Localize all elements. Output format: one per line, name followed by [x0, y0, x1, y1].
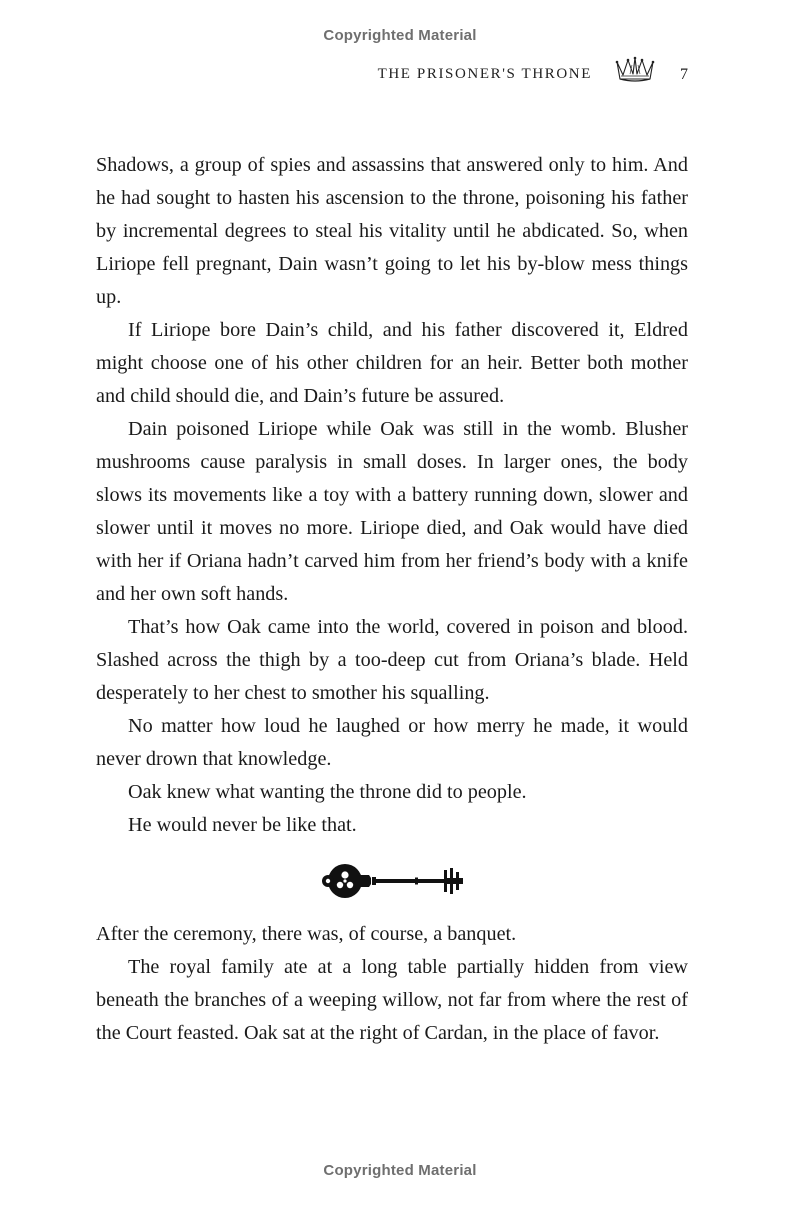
copyright-watermark-top: Copyrighted Material [323, 27, 477, 44]
paragraph: No matter how loud he laughed or how merry he made, it would never drown that knowledge. [96, 715, 688, 770]
running-title: THE PRISONER'S THRONE [377, 66, 592, 82]
crown-icon [614, 56, 656, 84]
paragraph: If Liriope bore Dain’s child, and his father discovered it, Eldred might choose one of his other children for an heir. Better both mother and child should die, and Dain’s future be assured. [96, 319, 688, 407]
copyright-watermark-bottom: Copyrighted Material [323, 1162, 477, 1179]
paragraph: The royal family ate at a long table partially hidden from view beneath the branches of a weeping willow, not far from where the rest of the Court feasted. Oak sat at the right of Cardan, in the place of favor. [96, 956, 688, 1044]
paragraph: That’s how Oak came into the world, covered in poison and blood. Slashed across the thigh by a too-deep cut from Oriana’s blade. Held desperately to her chest to smother his squalling. [96, 616, 688, 704]
paragraph: After the ceremony, there was, of course, a banquet. [96, 923, 517, 945]
paragraph: He would never be like that. [128, 814, 357, 836]
page-number: 7 [680, 66, 688, 83]
running-header [0, 62, 688, 92]
paragraph: Oak knew what wanting the throne did to people. [128, 781, 527, 803]
paragraph: Dain poisoned Liriope while Oak was still in the womb. Blusher mushrooms cause paralysis in small doses. In larger ones, the body slows its movements like a toy with a battery running down, slower and slower until it moves no more. Liriope died, and Oak would have died with her if Oriana hadn’t carved him from her friend’s body with a knife and her own soft hands. [96, 418, 688, 605]
body-text [96, 149, 688, 1050]
key-icon [319, 856, 465, 908]
paragraph: Shadows, a group of spies and assassins that answered only to him. And he had sought to hasten his ascension to the throne, poisoning his father by incremental degrees to steal his vitality until he abdicated. So, when Liriope fell pregnant, Dain wasn’t going to let his by-blow mess things up. [96, 154, 688, 308]
